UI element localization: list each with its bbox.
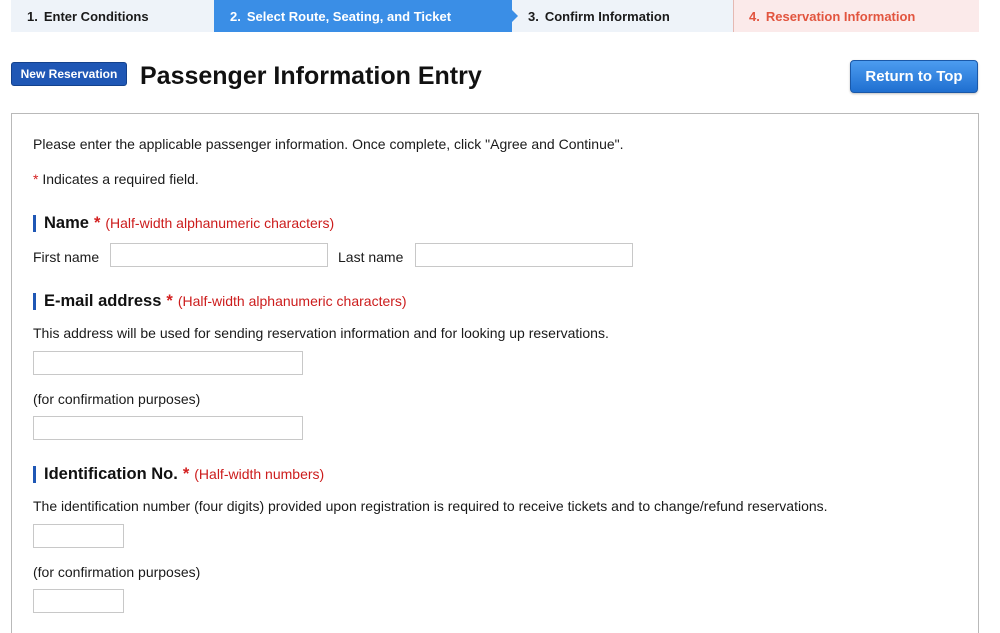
section-marker — [33, 466, 36, 483]
section-marker — [33, 293, 36, 310]
first-name-label: First name — [33, 249, 100, 265]
step-number: 1. — [27, 8, 38, 24]
step-enter-conditions — [11, 0, 214, 32]
passenger-form-panel — [11, 113, 979, 633]
required-note — [33, 170, 199, 188]
email-confirm-input[interactable] — [33, 416, 303, 440]
step-arrow-icon — [512, 10, 518, 22]
required-note-text: Indicates a required field. — [42, 171, 199, 187]
email-label: E-mail address — [44, 292, 162, 310]
id-hint: (Half-width numbers) — [194, 466, 325, 482]
id-section-heading — [33, 464, 324, 484]
id-description: The identification number (four digits) provided upon registration is required to receive tickets and to change/refund reservations. — [33, 498, 828, 514]
name-section-heading — [33, 213, 334, 233]
email-description: This address will be used for sending reservation information and for looking up reservations. — [33, 325, 609, 341]
step-reservation-information — [734, 0, 979, 32]
last-name-label: Last name — [338, 249, 404, 265]
step-number: 4. — [749, 8, 760, 24]
required-star: * — [182, 465, 190, 483]
form-intro: Please enter the applicable passenger information. Once complete, click "Agree and Continue". — [33, 136, 624, 152]
email-section-heading — [33, 291, 407, 311]
progress-steps — [11, 0, 979, 32]
step-confirm-information — [512, 0, 734, 32]
name-label: Name — [44, 214, 89, 232]
step-label: Enter Conditions — [43, 8, 149, 24]
step-label: Select Route, Seating, and Ticket — [246, 8, 452, 24]
email-input[interactable] — [33, 351, 303, 375]
required-star: * — [166, 292, 173, 310]
email-hint: (Half-width alphanumeric characters) — [177, 293, 407, 309]
required-star: * — [33, 171, 39, 187]
step-number: 3. — [528, 8, 539, 24]
email-confirm-label: (for confirmation purposes) — [33, 391, 201, 407]
required-star: * — [93, 214, 101, 232]
first-name-input[interactable] — [110, 243, 328, 267]
id-confirm-label: (for confirmation purposes) — [33, 564, 201, 580]
section-marker — [33, 215, 36, 232]
id-number-confirm-input[interactable] — [33, 589, 124, 613]
id-number-input[interactable] — [33, 524, 124, 548]
step-select-route — [214, 0, 512, 32]
new-reservation-badge: New Reservation — [11, 62, 127, 86]
step-label: Reservation Information — [765, 8, 916, 24]
return-to-top-button[interactable]: Return to Top — [850, 60, 978, 93]
step-label: Confirm Information — [544, 8, 670, 24]
last-name-input[interactable] — [415, 243, 633, 267]
step-number: 2. — [230, 8, 241, 24]
page-title: Passenger Information Entry — [140, 62, 482, 90]
id-label: Identification No. — [44, 465, 178, 483]
name-hint: (Half-width alphanumeric characters) — [105, 215, 335, 231]
